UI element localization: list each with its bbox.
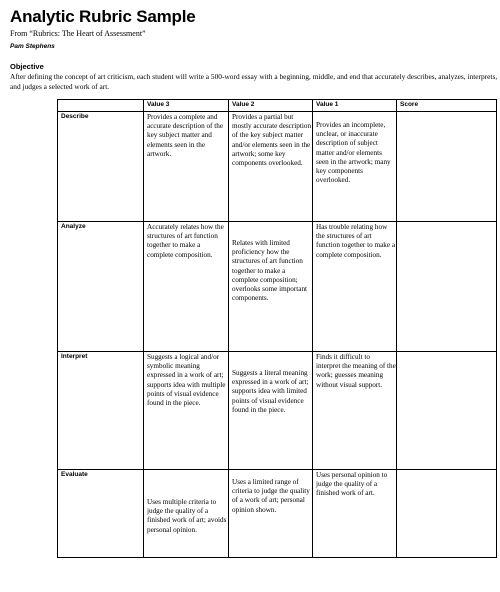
analyze-score [397,222,497,352]
evaluate-value-1: Uses personal opinion to judge the quality of a finished work of art. [316,471,388,498]
criterion-interpret: Interpret [58,352,144,470]
objective-text: After defining the concept of art criticism, each student will write a 500-word essay with a beginning, middle, and end that accurately describes, analyzes, interprets, and judges a selected work of art. [10,72,498,91]
header-criterion [58,100,144,112]
header-value-3: Value 3 [144,100,229,112]
header-value-1: Value 1 [313,100,397,112]
evaluate-score [397,470,497,558]
rubric-table [57,99,497,558]
criterion-analyze: Analyze [58,222,144,352]
evaluate-value-3: Uses multiple criteria to judge the quality of a finished work of art; avoids personal opinion. [147,498,227,534]
row-interpret [58,352,497,470]
author-name: Pam Stephens [10,43,55,50]
interpret-score [397,352,497,470]
row-evaluate [58,470,497,558]
header-value-2: Value 2 [229,100,313,112]
header-row [58,100,497,112]
analyze-value-2: Relates with limited proficiency how the structures of art function together to make a complete composition; overlooks some important components. [232,239,308,303]
describe-value-1: Provides an incomplete, unclear, or inaccurate description of subject matter and/or elements seen in the artwork; many key components overlooked. [316,121,391,185]
describe-value-2: Provides a partial but mostly accurate description of the key subject matter and/or elements seen in the artwork; some key components overlooked. [232,113,312,168]
criterion-describe: Describe [58,112,144,222]
header-score: Score [397,100,497,112]
row-describe [58,112,497,222]
describe-value-3: Provides a complete and accurate description of the key subject matter and elements seen in the artwork. [147,113,224,158]
criterion-evaluate: Evaluate [58,470,144,558]
objective-heading: Objective [10,62,44,71]
interpret-value-1: Finds it difficult to interpret the meaning of the work; guesses meaning without visual support. [316,353,396,389]
document-title: Analytic Rubric Sample [10,7,196,26]
interpret-value-3: Suggests a logical and/or symbolic meaning expressed in a work of art; supports idea with multiple points of visual evidence found in the piece. [147,353,226,408]
analyze-value-1: Has trouble relating how the structures of art function together to make a complete composition. [316,223,396,259]
describe-score [397,112,497,222]
analyze-value-3: Accurately relates how the structures of art function together to make a complete composition. [147,223,224,259]
row-analyze [58,222,497,352]
source-line: From “Rubrics: The Heart of Assessment” [10,29,146,38]
evaluate-value-2: Uses a limited range of criteria to judge the quality of a work of art; personal opinion shown. [232,478,310,514]
interpret-value-2: Suggests a literal meaning expressed in a work of art; supports idea with limited points of visual evidence found in the piece. [232,369,309,414]
